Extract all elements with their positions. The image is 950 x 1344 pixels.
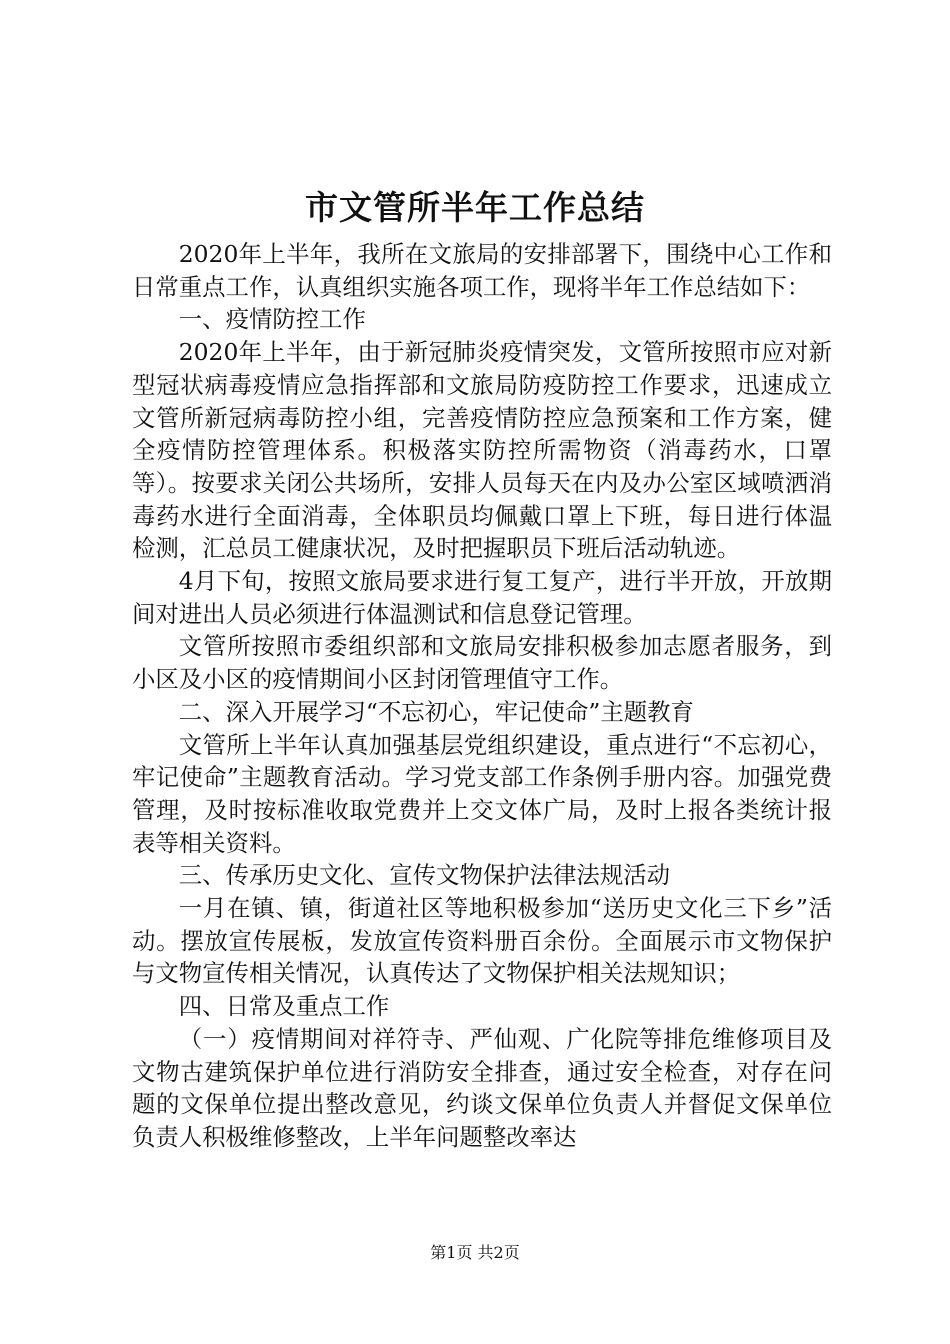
section-heading-3: 三、传承历史文化、宣传文物保护法律法规活动	[178, 861, 670, 890]
paragraph-culture-activity: 一月在镇、镇，街道社区等地积极参加“送历史文化三下乡”活动。摆放宣传展板，发放宣传资料册百余份。全面展示市文物保护与文物宣传相关情况，认真传达了文物保护相关法规知识；	[132, 894, 832, 988]
section-heading-2: 二、深入开展学习“不忘初心，牢记使命”主题教育	[178, 697, 694, 726]
section-heading-4: 四、日常及重点工作	[178, 992, 390, 1021]
paragraph-intro: 2020年上半年，我所在文旅局的安排部署下，围绕中心工作和日常重点工作，认真组织实施各项工作，现将半年工作总结如下：	[132, 240, 832, 301]
paragraph-volunteer: 文管所按照市委组织部和文旅局安排积极参加志愿者服务，到小区及小区的疫情期间小区封闭管理值守工作。	[132, 632, 832, 694]
page-number-footer: 第1页 共2页	[430, 1243, 520, 1262]
section-heading-1: 一、疫情防控工作	[178, 305, 366, 334]
paragraph-epidemic-control: 2020年上半年，由于新冠肺炎疫情突发，文管所按照市应对新型冠状病毒疫情应急指挥部和文旅局防疫防控工作要求，迅速成立文管所新冠病毒防控小组，完善疫情防控应急预案和工作方案，健全疫情防控管理体系。积极落实防控所需物资（消毒药水，口罩等）。按要求关闭公共场所，安排人员每天在内及办公室区域喷洒消毒药水进行全面消毒，全体职员均佩戴口罩上下班，每日进行体温检测，汇总员工健康状况，及时把握职员下班后活动轨迹。	[132, 338, 832, 563]
document-title: 市文管所半年工作总结	[305, 188, 645, 227]
document-body	[132, 238, 832, 1154]
paragraph-daily-work: （一）疫情期间对祥符寺、严仙观、广化院等排危维修项目及文物古建筑保护单位进行消防安全排查，通过安全检查，对存在问题的文保单位提出整改意见，约谈文保单位负责人并督促文保单位负责人积极维修整改，上半年问题整改率达	[132, 1024, 832, 1151]
paragraph-party-education: 文管所上半年认真加强基层党组织建设，重点进行“不忘初心，牢记使命”主题教育活动。学习党支部工作条例手册内容。加强党费管理，及时按标准收取党费并上交文体广局，及时上报各类统计报表等相关资料。	[132, 730, 832, 857]
paragraph-reopening: 4月下旬，按照文旅局要求进行复工复产，进行半开放，开放期间对进出人员必须进行体温测试和信息登记管理。	[132, 567, 832, 628]
